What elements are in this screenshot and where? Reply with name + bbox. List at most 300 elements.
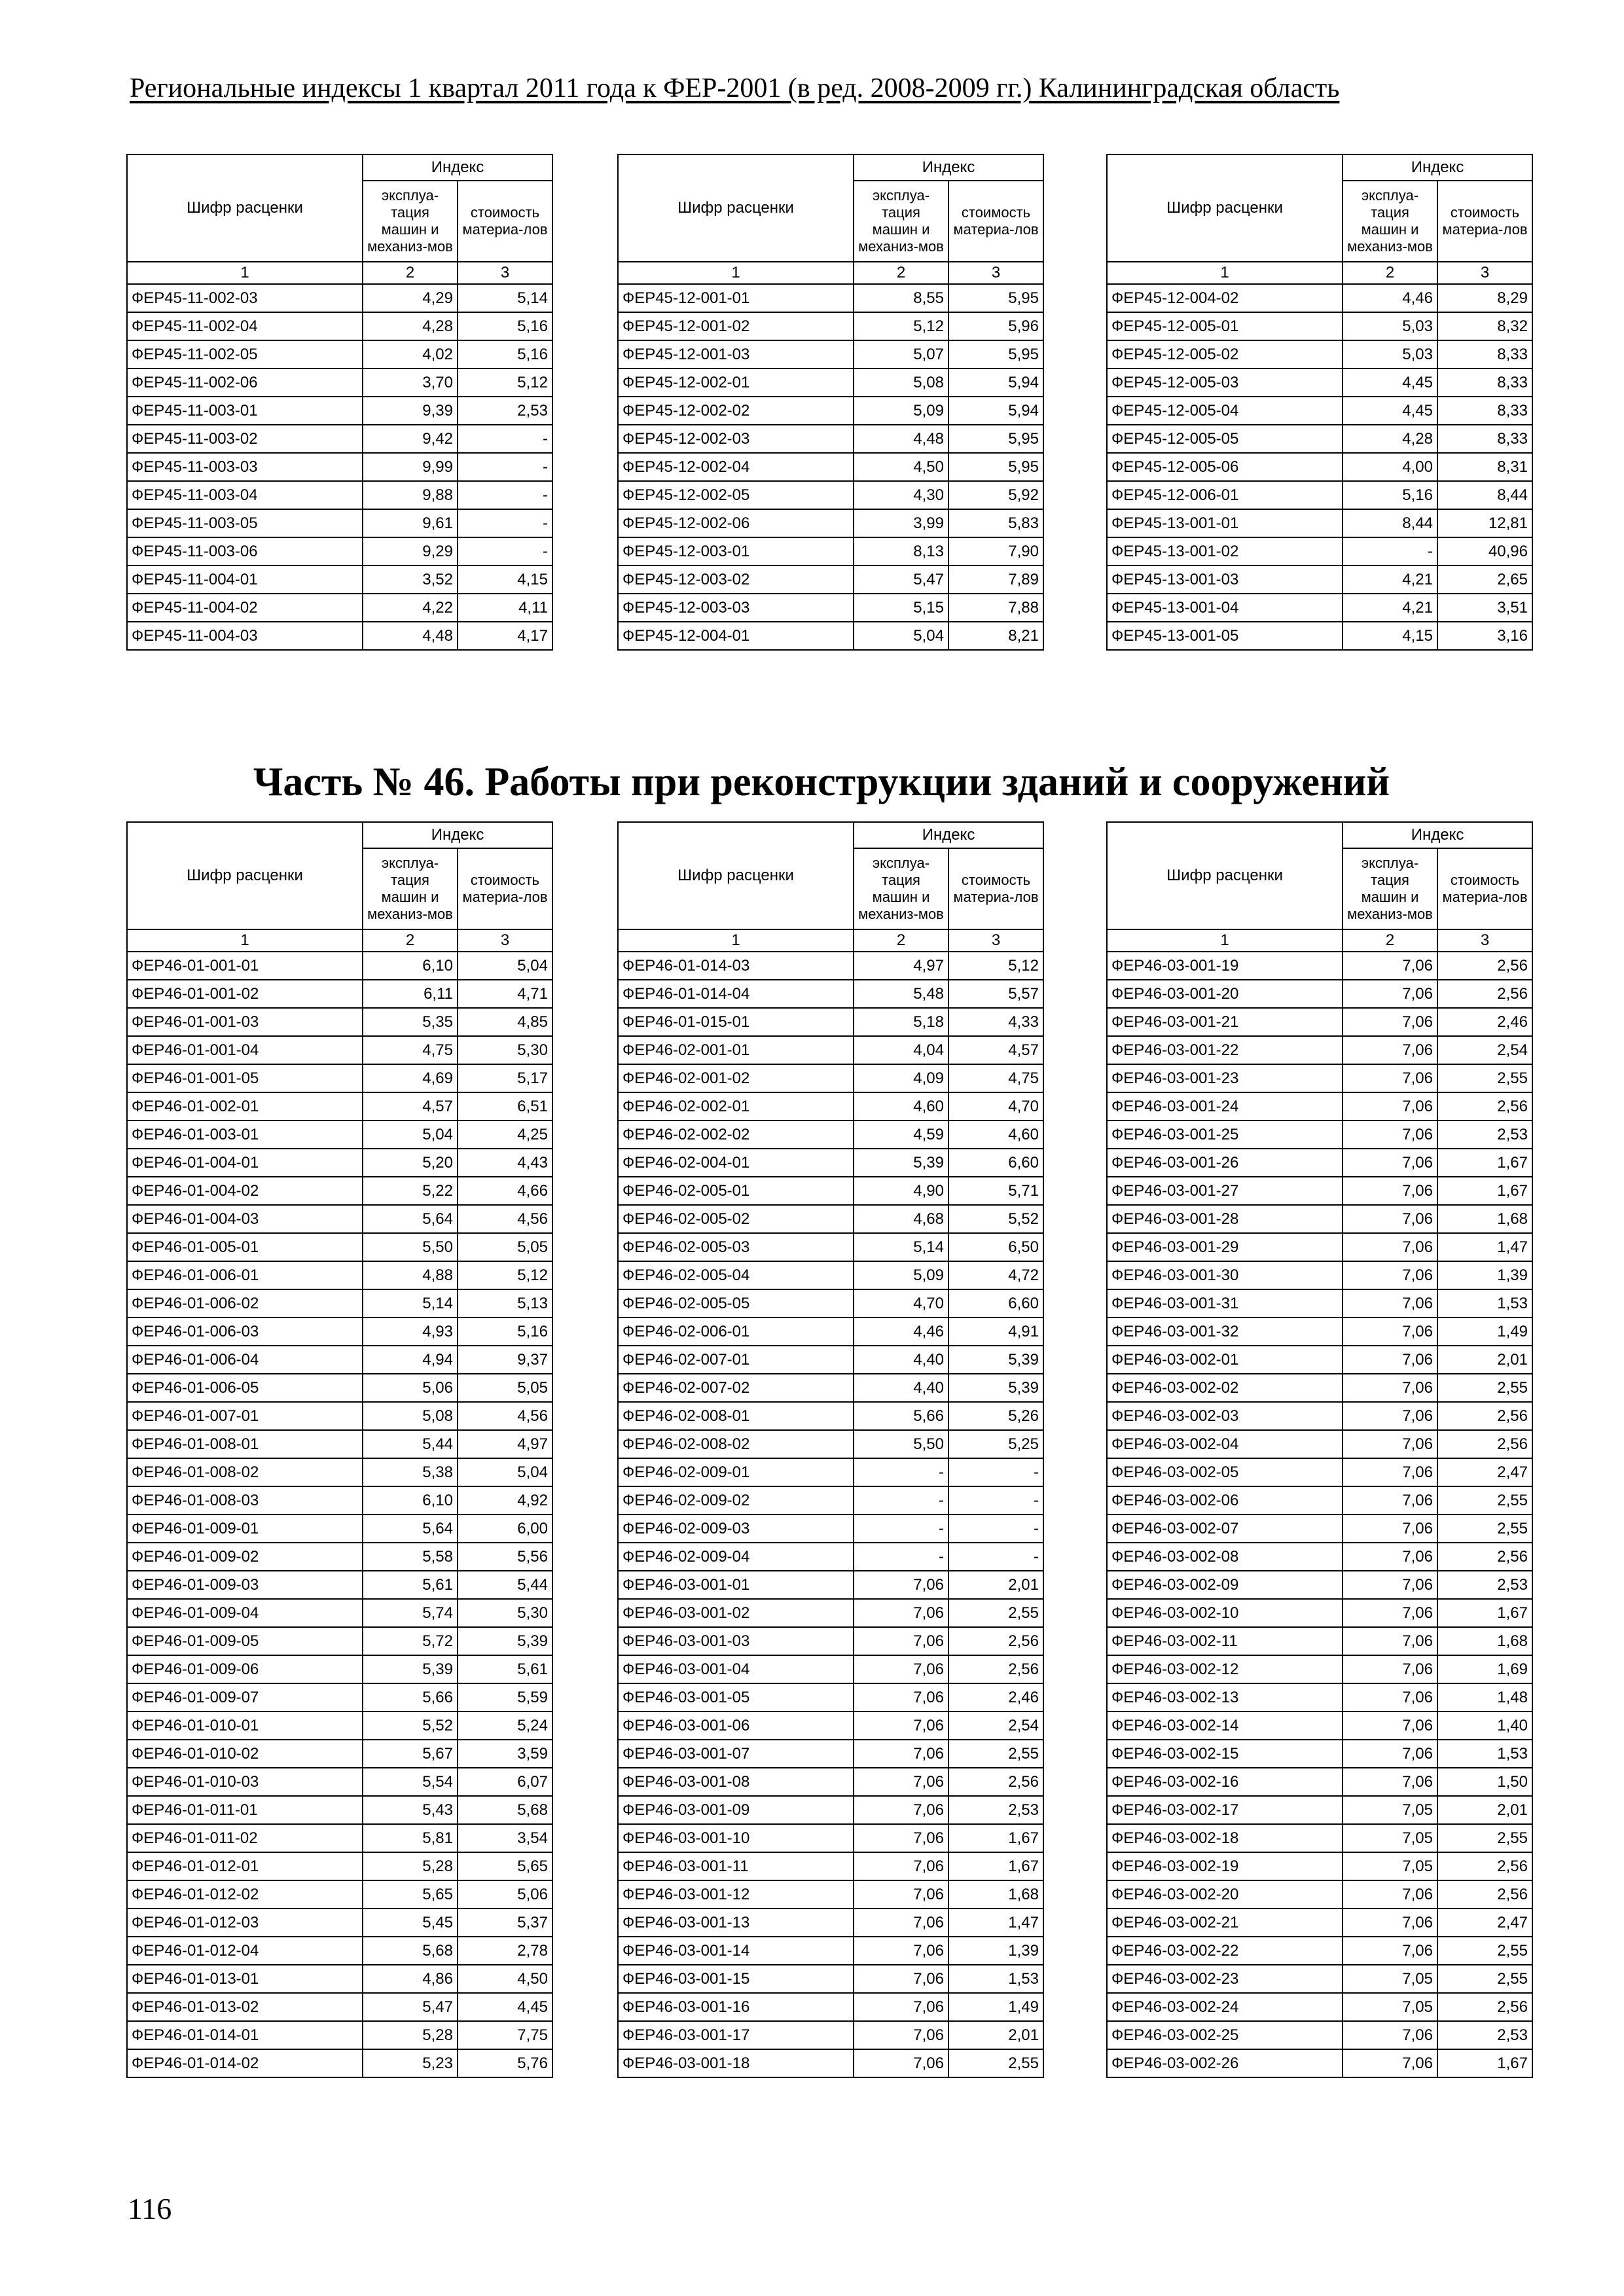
column-number-row: [618, 262, 1043, 284]
table-row: [127, 1486, 552, 1515]
machines-index-cell: 5,09: [854, 397, 948, 425]
rate-code-cell: ФЕР46-03-001-15: [618, 1965, 854, 1993]
table-row: [1107, 1796, 1532, 1824]
table-row: [127, 1627, 552, 1655]
table-row: [127, 312, 552, 340]
machines-index-cell: 5,18: [854, 1008, 948, 1036]
machines-index-cell: 6,10: [363, 952, 458, 980]
rate-code-cell: ФЕР45-12-001-03: [618, 340, 854, 368]
rate-code-cell: ФЕР46-01-010-01: [127, 1712, 363, 1740]
machines-index-cell: 7,05: [1343, 1824, 1437, 1852]
table-row: [127, 1768, 552, 1796]
column-number-2: 2: [1343, 262, 1437, 284]
rate-code-cell: ФЕР46-03-001-18: [618, 2049, 854, 2077]
rate-code-cell: ФЕР46-03-001-32: [1107, 1318, 1343, 1346]
materials-index-cell: 5,39: [948, 1374, 1043, 1402]
materials-index-cell: 2,55: [948, 1740, 1043, 1768]
table-row: [127, 1880, 552, 1909]
table-row: [1107, 1261, 1532, 1289]
materials-index-cell: 6,60: [948, 1289, 1043, 1318]
materials-index-cell: 5,04: [458, 952, 552, 980]
machines-index-cell: 4,02: [363, 340, 458, 368]
materials-index-cell: 2,53: [1437, 2021, 1532, 2049]
table-row: [618, 622, 1043, 650]
machines-index-cell: 7,05: [1343, 1796, 1437, 1824]
materials-index-cell: 1,67: [1437, 1177, 1532, 1205]
machines-index-cell: 5,47: [854, 565, 948, 594]
rate-code-cell: ФЕР46-03-002-01: [1107, 1346, 1343, 1374]
table-row: [1107, 1515, 1532, 1543]
materials-index-cell: 4,72: [948, 1261, 1043, 1289]
materials-index-cell: 1,53: [1437, 1289, 1532, 1318]
materials-index-cell: 7,90: [948, 537, 1043, 565]
materials-index-cell: 5,44: [458, 1571, 552, 1599]
table-row: [1107, 509, 1532, 537]
rate-code-cell: ФЕР46-01-001-01: [127, 952, 363, 980]
materials-index-cell: 5,05: [458, 1233, 552, 1261]
header-row: [1107, 154, 1532, 181]
table-row: [618, 1149, 1043, 1177]
materials-index-cell: 4,85: [458, 1008, 552, 1036]
rate-code-cell: ФЕР46-01-002-01: [127, 1092, 363, 1121]
machines-index-cell: 7,06: [854, 1993, 948, 2021]
rate-code-cell: ФЕР46-03-001-29: [1107, 1233, 1343, 1261]
machines-index-cell: -: [854, 1458, 948, 1486]
machines-index-cell: 4,29: [363, 284, 458, 312]
materials-index-cell: 5,59: [458, 1683, 552, 1712]
table-row: [127, 1515, 552, 1543]
machines-index-cell: 5,45: [363, 1909, 458, 1937]
materials-index-cell: 1,47: [1437, 1233, 1532, 1261]
machines-index-cell: 8,55: [854, 284, 948, 312]
header-row: [127, 822, 552, 848]
rate-code-cell: ФЕР46-01-001-04: [127, 1036, 363, 1064]
rate-code-cell: ФЕР46-01-009-07: [127, 1683, 363, 1712]
rate-code-cell: ФЕР45-12-005-02: [1107, 340, 1343, 368]
table-row: [127, 1571, 552, 1599]
column-header-machines: эксплуа-тация машин и механиз-мов: [1343, 181, 1437, 262]
machines-index-cell: 5,54: [363, 1768, 458, 1796]
table-row: [618, 1796, 1043, 1824]
table-row: [1107, 1965, 1532, 1993]
table-row: [1107, 425, 1532, 453]
machines-index-cell: 4,70: [854, 1289, 948, 1318]
machines-index-cell: 4,15: [1343, 622, 1437, 650]
materials-index-cell: 1,69: [1437, 1655, 1532, 1683]
rate-code-cell: ФЕР46-01-012-03: [127, 1909, 363, 1937]
rate-code-cell: ФЕР46-01-001-03: [127, 1008, 363, 1036]
machines-index-cell: 7,06: [854, 2021, 948, 2049]
materials-index-cell: 1,49: [1437, 1318, 1532, 1346]
machines-index-cell: 5,81: [363, 1824, 458, 1852]
machines-index-cell: 9,61: [363, 509, 458, 537]
table-row: [618, 1036, 1043, 1064]
rate-code-cell: ФЕР46-03-002-12: [1107, 1655, 1343, 1683]
column-header-materials: стоимость материа-лов: [1437, 181, 1532, 262]
materials-index-cell: 5,61: [458, 1655, 552, 1683]
materials-index-cell: 2,56: [1437, 1543, 1532, 1571]
table-row: [127, 1430, 552, 1458]
materials-index-cell: -: [948, 1486, 1043, 1515]
rate-code-cell: ФЕР46-01-004-03: [127, 1205, 363, 1233]
machines-index-cell: 4,40: [854, 1346, 948, 1374]
materials-index-cell: 2,54: [1437, 1036, 1532, 1064]
rate-code-cell: ФЕР46-03-001-24: [1107, 1092, 1343, 1121]
table-row: [127, 1458, 552, 1486]
materials-index-cell: 1,39: [1437, 1261, 1532, 1289]
materials-index-cell: 4,56: [458, 1402, 552, 1430]
table-row: [127, 1036, 552, 1064]
machines-index-cell: 7,06: [1343, 1318, 1437, 1346]
table-row: [127, 453, 552, 481]
rate-code-cell: ФЕР46-03-002-22: [1107, 1937, 1343, 1965]
rate-code-cell: ФЕР46-03-001-26: [1107, 1149, 1343, 1177]
rate-code-cell: ФЕР46-03-002-04: [1107, 1430, 1343, 1458]
machines-index-cell: 7,06: [1343, 1149, 1437, 1177]
table-row: [1107, 1318, 1532, 1346]
materials-index-cell: 5,26: [948, 1402, 1043, 1430]
rate-code-cell: ФЕР46-01-014-01: [127, 2021, 363, 2049]
machines-index-cell: 7,06: [854, 1937, 948, 1965]
table-row: [618, 1712, 1043, 1740]
machines-index-cell: 7,06: [1343, 1571, 1437, 1599]
machines-index-cell: 4,28: [1343, 425, 1437, 453]
rate-code-cell: ФЕР46-01-011-01: [127, 1796, 363, 1824]
rate-code-cell: ФЕР46-02-007-01: [618, 1346, 854, 1374]
materials-index-cell: 4,71: [458, 980, 552, 1008]
materials-index-cell: 2,56: [948, 1655, 1043, 1683]
table-row: [1107, 1121, 1532, 1149]
rate-code-cell: ФЕР46-02-007-02: [618, 1374, 854, 1402]
table-row: [1107, 537, 1532, 565]
table-row: [1107, 1909, 1532, 1937]
rate-code-cell: ФЕР45-12-005-01: [1107, 312, 1343, 340]
materials-index-cell: 2,01: [948, 1571, 1043, 1599]
table-row: [618, 537, 1043, 565]
machines-index-cell: 7,06: [1343, 1937, 1437, 1965]
table-row: [127, 565, 552, 594]
table-row: [618, 1880, 1043, 1909]
table-row: [618, 425, 1043, 453]
rate-code-cell: ФЕР46-03-001-19: [1107, 952, 1343, 980]
rate-code-cell: ФЕР46-03-001-11: [618, 1852, 854, 1880]
table-row: [618, 1374, 1043, 1402]
machines-index-cell: 7,06: [854, 1599, 948, 1627]
machines-index-cell: 5,22: [363, 1177, 458, 1205]
materials-index-cell: 1,67: [948, 1824, 1043, 1852]
rate-code-cell: ФЕР46-01-010-03: [127, 1768, 363, 1796]
rate-code-cell: ФЕР46-03-002-14: [1107, 1712, 1343, 1740]
table-row: [1107, 1768, 1532, 1796]
table-row: [618, 1486, 1043, 1515]
table-row: [618, 1599, 1043, 1627]
column-number-row: [618, 929, 1043, 952]
machines-index-cell: 4,45: [1343, 397, 1437, 425]
machines-index-cell: 7,06: [854, 1824, 948, 1852]
rate-code-cell: ФЕР45-12-001-01: [618, 284, 854, 312]
rate-code-cell: ФЕР46-01-006-03: [127, 1318, 363, 1346]
table-row: [618, 1627, 1043, 1655]
materials-index-cell: 4,17: [458, 622, 552, 650]
table-row: [127, 509, 552, 537]
materials-index-cell: 2,53: [458, 397, 552, 425]
rate-code-cell: ФЕР45-13-001-02: [1107, 537, 1343, 565]
table-row: [618, 481, 1043, 509]
table-row: [127, 340, 552, 368]
table-row: [127, 1852, 552, 1880]
rate-code-cell: ФЕР46-03-001-21: [1107, 1008, 1343, 1036]
machines-index-cell: 5,52: [363, 1712, 458, 1740]
rate-code-cell: ФЕР46-01-014-04: [618, 980, 854, 1008]
table-row: [618, 284, 1043, 312]
rate-code-cell: ФЕР46-01-006-05: [127, 1374, 363, 1402]
table-row: [1107, 1824, 1532, 1852]
machines-index-cell: 7,06: [1343, 1515, 1437, 1543]
machines-index-cell: 7,06: [1343, 952, 1437, 980]
materials-index-cell: 2,56: [1437, 1993, 1532, 2021]
column-header-index: Индекс: [1343, 822, 1532, 848]
materials-index-cell: 2,56: [1437, 1092, 1532, 1121]
materials-index-cell: 2,53: [1437, 1121, 1532, 1149]
machines-index-cell: 5,14: [854, 1233, 948, 1261]
materials-index-cell: 5,16: [458, 312, 552, 340]
machines-index-cell: 7,06: [854, 1655, 948, 1683]
machines-index-cell: 3,70: [363, 368, 458, 397]
rate-code-cell: ФЕР46-03-001-01: [618, 1571, 854, 1599]
table-row: [618, 1965, 1043, 1993]
materials-index-cell: 1,67: [1437, 1149, 1532, 1177]
machines-index-cell: 7,06: [1343, 1205, 1437, 1233]
rate-code-cell: ФЕР45-11-003-01: [127, 397, 363, 425]
machines-index-cell: 5,66: [363, 1683, 458, 1712]
machines-index-cell: 7,06: [854, 1627, 948, 1655]
rate-code-cell: ФЕР46-01-012-04: [127, 1937, 363, 1965]
rate-code-cell: ФЕР46-03-002-03: [1107, 1402, 1343, 1430]
column-header-materials: стоимость материа-лов: [948, 848, 1043, 929]
rate-code-cell: ФЕР45-11-002-05: [127, 340, 363, 368]
machines-index-cell: 4,50: [854, 453, 948, 481]
index-table-part46-a: [126, 821, 553, 2078]
machines-index-cell: 8,44: [1343, 509, 1437, 537]
table-row: [1107, 565, 1532, 594]
materials-index-cell: 5,12: [458, 368, 552, 397]
rate-code-cell: ФЕР46-03-002-21: [1107, 1909, 1343, 1937]
table-row: [1107, 1740, 1532, 1768]
machines-index-cell: 4,60: [854, 1092, 948, 1121]
rate-code-cell: ФЕР46-02-004-01: [618, 1149, 854, 1177]
machines-index-cell: 7,06: [1343, 1458, 1437, 1486]
materials-index-cell: 1,68: [948, 1880, 1043, 1909]
rate-code-cell: ФЕР46-01-014-03: [618, 952, 854, 980]
materials-index-cell: 4,50: [458, 1965, 552, 1993]
table-row: [127, 425, 552, 453]
rate-code-cell: ФЕР46-02-005-03: [618, 1233, 854, 1261]
materials-index-cell: 5,68: [458, 1796, 552, 1824]
materials-index-cell: 2,55: [1437, 1486, 1532, 1515]
rate-code-cell: ФЕР45-12-004-01: [618, 622, 854, 650]
rate-code-cell: ФЕР45-11-004-03: [127, 622, 363, 650]
rate-code-cell: ФЕР45-12-002-03: [618, 425, 854, 453]
table-row: [1107, 312, 1532, 340]
materials-index-cell: 5,04: [458, 1458, 552, 1486]
machines-index-cell: 5,07: [854, 340, 948, 368]
rate-code-cell: ФЕР45-12-002-01: [618, 368, 854, 397]
table-row: [1107, 1655, 1532, 1683]
machines-index-cell: 7,06: [854, 1571, 948, 1599]
table-row: [1107, 2049, 1532, 2077]
machines-index-cell: 5,50: [363, 1233, 458, 1261]
materials-index-cell: 1,40: [1437, 1712, 1532, 1740]
rate-code-cell: ФЕР46-03-001-25: [1107, 1121, 1343, 1149]
rate-code-cell: ФЕР46-03-002-23: [1107, 1965, 1343, 1993]
machines-index-cell: 7,06: [1343, 1177, 1437, 1205]
machines-index-cell: 4,75: [363, 1036, 458, 1064]
materials-index-cell: 5,24: [458, 1712, 552, 1740]
materials-index-cell: 2,56: [948, 1768, 1043, 1796]
table-row: [1107, 1937, 1532, 1965]
column-header-code: Шифр расценки: [618, 822, 854, 929]
rate-code-cell: ФЕР45-11-004-01: [127, 565, 363, 594]
rate-code-cell: ФЕР46-01-009-03: [127, 1571, 363, 1599]
machines-index-cell: 4,21: [1343, 565, 1437, 594]
table-row: [618, 1205, 1043, 1233]
rate-code-cell: ФЕР45-11-003-04: [127, 481, 363, 509]
table-row: [1107, 284, 1532, 312]
table-row: [618, 1289, 1043, 1318]
rate-code-cell: ФЕР46-01-009-04: [127, 1599, 363, 1627]
rate-code-cell: ФЕР45-12-002-06: [618, 509, 854, 537]
rate-code-cell: ФЕР46-03-002-05: [1107, 1458, 1343, 1486]
table-row: [1107, 980, 1532, 1008]
table-row: [127, 1683, 552, 1712]
table-row: [618, 1683, 1043, 1712]
rate-code-cell: ФЕР46-03-002-07: [1107, 1515, 1343, 1543]
machines-index-cell: 5,43: [363, 1796, 458, 1824]
machines-index-cell: 7,06: [1343, 980, 1437, 1008]
machines-index-cell: 5,47: [363, 1993, 458, 2021]
rate-code-cell: ФЕР45-11-003-03: [127, 453, 363, 481]
rate-code-cell: ФЕР45-12-002-04: [618, 453, 854, 481]
machines-index-cell: 5,48: [854, 980, 948, 1008]
rate-code-cell: ФЕР45-12-004-02: [1107, 284, 1343, 312]
materials-index-cell: 4,92: [458, 1486, 552, 1515]
column-number-row: [1107, 262, 1532, 284]
materials-index-cell: 2,56: [1437, 1852, 1532, 1880]
rate-code-cell: ФЕР45-13-001-03: [1107, 565, 1343, 594]
rate-code-cell: ФЕР46-03-001-20: [1107, 980, 1343, 1008]
rate-code-cell: ФЕР46-03-002-26: [1107, 2049, 1343, 2077]
machines-index-cell: 7,06: [1343, 1121, 1437, 1149]
index-table-part45-a: [126, 154, 553, 651]
rate-code-cell: ФЕР45-12-003-02: [618, 565, 854, 594]
column-header-materials: стоимость материа-лов: [458, 848, 552, 929]
machines-index-cell: 7,06: [1343, 1768, 1437, 1796]
machines-index-cell: 4,48: [854, 425, 948, 453]
machines-index-cell: 4,30: [854, 481, 948, 509]
materials-index-cell: 2,55: [1437, 1374, 1532, 1402]
machines-index-cell: 5,64: [363, 1515, 458, 1543]
materials-index-cell: 2,56: [948, 1627, 1043, 1655]
materials-index-cell: 6,60: [948, 1149, 1043, 1177]
machines-index-cell: -: [854, 1543, 948, 1571]
rate-code-cell: ФЕР46-01-013-01: [127, 1965, 363, 1993]
rate-code-cell: ФЕР45-11-003-05: [127, 509, 363, 537]
materials-index-cell: -: [458, 509, 552, 537]
machines-index-cell: 7,05: [1343, 1965, 1437, 1993]
materials-index-cell: 5,12: [948, 952, 1043, 980]
table-row: [127, 1824, 552, 1852]
table-row: [618, 1177, 1043, 1205]
materials-index-cell: -: [458, 425, 552, 453]
rate-code-cell: ФЕР46-03-001-07: [618, 1740, 854, 1768]
machines-index-cell: 4,22: [363, 594, 458, 622]
materials-index-cell: -: [948, 1543, 1043, 1571]
machines-index-cell: 7,06: [854, 1909, 948, 1937]
machines-index-cell: 7,06: [1343, 1486, 1437, 1515]
column-number-2: 2: [1343, 929, 1437, 952]
machines-index-cell: 5,64: [363, 1205, 458, 1233]
materials-index-cell: 4,91: [948, 1318, 1043, 1346]
materials-index-cell: 4,97: [458, 1430, 552, 1458]
table-row: [127, 980, 552, 1008]
rate-code-cell: ФЕР46-03-001-04: [618, 1655, 854, 1683]
table-row: [1107, 1036, 1532, 1064]
column-number-2: 2: [363, 929, 458, 952]
materials-index-cell: 5,71: [948, 1177, 1043, 1205]
materials-index-cell: 5,95: [948, 340, 1043, 368]
table-row: [127, 1740, 552, 1768]
machines-index-cell: 7,06: [854, 1796, 948, 1824]
rate-code-cell: ФЕР46-01-004-01: [127, 1149, 363, 1177]
rate-code-cell: ФЕР46-03-001-03: [618, 1627, 854, 1655]
machines-index-cell: 5,66: [854, 1402, 948, 1430]
column-header-index: Индекс: [363, 154, 552, 181]
table-row: [618, 1092, 1043, 1121]
column-header-index: Индекс: [854, 822, 1043, 848]
table-row: [1107, 1008, 1532, 1036]
rate-code-cell: ФЕР46-03-002-24: [1107, 1993, 1343, 2021]
materials-index-cell: 8,44: [1437, 481, 1532, 509]
rate-code-cell: ФЕР46-01-005-01: [127, 1233, 363, 1261]
materials-index-cell: 1,47: [948, 1909, 1043, 1937]
machines-index-cell: 4,68: [854, 1205, 948, 1233]
table-row: [1107, 2021, 1532, 2049]
rate-code-cell: ФЕР45-13-001-01: [1107, 509, 1343, 537]
column-header-materials: стоимость материа-лов: [1437, 848, 1532, 929]
machines-index-cell: 7,06: [1343, 1402, 1437, 1430]
rate-code-cell: ФЕР46-01-013-02: [127, 1993, 363, 2021]
materials-index-cell: 2,56: [1437, 980, 1532, 1008]
rate-code-cell: ФЕР46-02-008-01: [618, 1402, 854, 1430]
machines-index-cell: 8,13: [854, 537, 948, 565]
machines-index-cell: 5,44: [363, 1430, 458, 1458]
table-row: [618, 509, 1043, 537]
rate-code-cell: ФЕР46-02-002-01: [618, 1092, 854, 1121]
table-row: [618, 1909, 1043, 1937]
rate-code-cell: ФЕР46-02-005-02: [618, 1205, 854, 1233]
rate-code-cell: ФЕР45-12-002-02: [618, 397, 854, 425]
table-row: [127, 1374, 552, 1402]
materials-index-cell: 4,75: [948, 1064, 1043, 1092]
column-number-2: 2: [854, 929, 948, 952]
table-row: [1107, 594, 1532, 622]
machines-index-cell: 5,16: [1343, 481, 1437, 509]
machines-index-cell: 5,08: [854, 368, 948, 397]
machines-index-cell: 7,05: [1343, 1852, 1437, 1880]
table-row: [1107, 1289, 1532, 1318]
machines-index-cell: 7,06: [1343, 1430, 1437, 1458]
column-number-3: 3: [948, 929, 1043, 952]
